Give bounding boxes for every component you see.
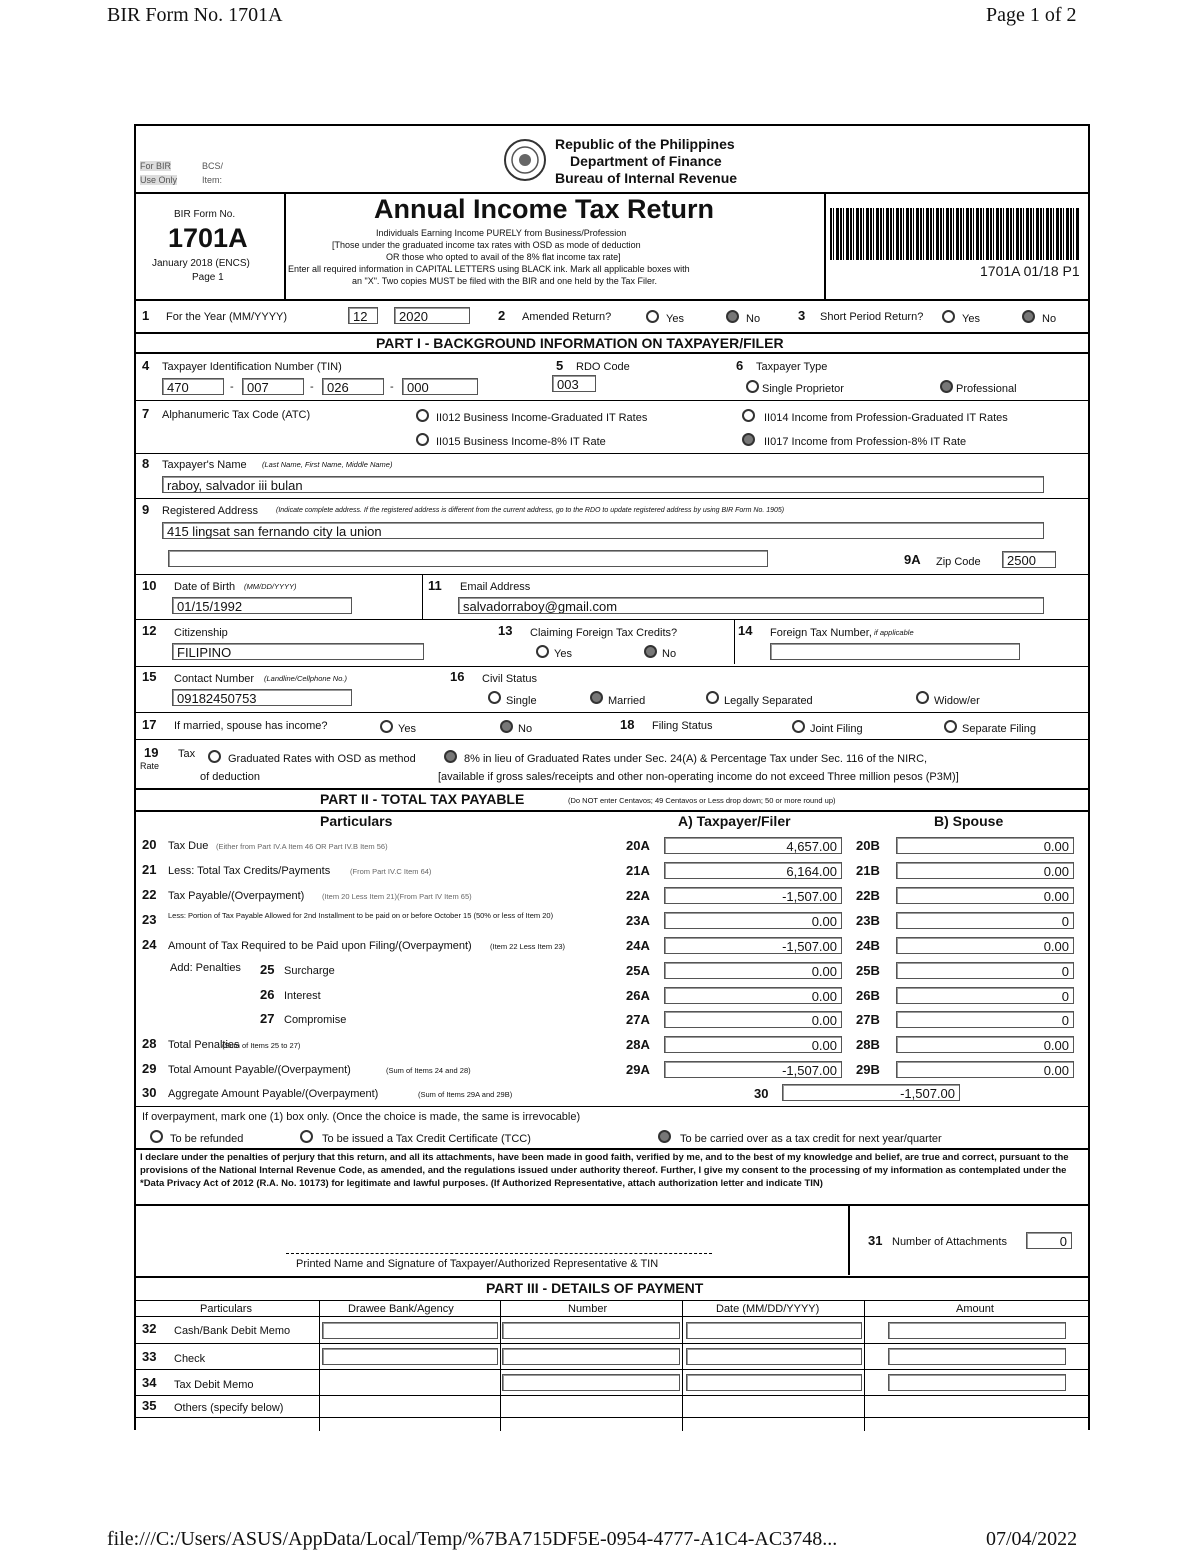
spouse-no-radio[interactable] xyxy=(500,720,513,733)
atc-ii017-radio[interactable] xyxy=(742,433,755,446)
spouse-no-label: No xyxy=(518,723,533,735)
field-20A[interactable]: 4,657.00 xyxy=(664,837,842,854)
row-27-label: Compromise xyxy=(284,1014,347,1026)
row34-number[interactable] xyxy=(502,1374,680,1391)
code-23A: 23A xyxy=(626,913,650,928)
short-yes-label: Yes xyxy=(962,313,980,325)
field-29B[interactable]: 0.00 xyxy=(896,1061,1074,1078)
code-21B: 21B xyxy=(856,863,880,878)
atc-ii012-radio[interactable] xyxy=(416,409,429,422)
item-34-number: 34 xyxy=(142,1375,157,1390)
item-4-number: 4 xyxy=(142,358,150,373)
code-23B: 23B xyxy=(856,913,880,928)
title-line-3: OR those who opted to avail of the 8% flat income tax rate] xyxy=(386,252,621,262)
page-header-right: Page 1 of 2 xyxy=(986,4,1077,26)
contact-hint: (Landline/Cellphone No.) xyxy=(264,674,347,683)
row-23-label: Less: Portion of Tax Payable Allowed for 2nd Installment to be paid on or before October 15 (50% or less of Item 20) xyxy=(168,911,554,920)
code-22A: 22A xyxy=(626,888,650,903)
row-28-hint: (Sum of Items 25 to 27) xyxy=(222,1041,301,1050)
item-3-number: 3 xyxy=(798,308,806,323)
item-33-number: 33 xyxy=(142,1349,157,1364)
row-21-label: Less: Total Tax Credits/Payments xyxy=(168,865,331,877)
spouse-yes-label: Yes xyxy=(398,723,416,735)
tcc-label: To be issued a Tax Credit Certificate (TCC) xyxy=(322,1133,531,1145)
civil-separated-label: Legally Separated xyxy=(724,695,813,707)
field-24A[interactable]: -1,507.00 xyxy=(664,937,842,954)
professional-radio[interactable] xyxy=(940,380,953,393)
item-30-code: 30 xyxy=(754,1086,769,1101)
atc-ii012-label: II012 Business Income-Graduated IT Rates xyxy=(436,412,648,424)
item-5-number: 5 xyxy=(556,358,564,373)
item-20-number: 20 xyxy=(142,837,157,852)
signature-label: Printed Name and Signature of Taxpayer/Authorized Representative & TIN xyxy=(296,1258,659,1270)
row-20-label: Tax Due xyxy=(168,840,209,852)
aggregate-hint: (Sum of Items 29A and 29B) xyxy=(418,1090,513,1099)
bir-seal-icon xyxy=(503,138,547,182)
item-24-number: 24 xyxy=(142,937,157,952)
item-32-number: 32 xyxy=(142,1321,157,1336)
form-edition: January 2018 (ENCS) xyxy=(152,258,250,269)
item-2-number: 2 xyxy=(498,308,506,323)
joint-filing-label: Joint Filing xyxy=(810,723,863,735)
ftc-no-label: No xyxy=(662,648,677,660)
tax-word: Tax xyxy=(178,748,196,760)
amended-yes-label: Yes xyxy=(666,313,684,325)
row35-label: Others (specify below) xyxy=(174,1402,284,1414)
tax-rate-word: Rate xyxy=(140,761,160,771)
code-20B: 20B xyxy=(856,838,880,853)
title-line-4: Enter all required information in CAPITAL LETTERS using BLACK ink. Mark all applicable boxes with xyxy=(288,264,690,274)
item-12-number: 12 xyxy=(142,623,157,638)
item-25-number: 25 xyxy=(260,962,275,977)
contact-label: Contact Number xyxy=(174,673,255,685)
field-21A[interactable]: 6,164.00 xyxy=(664,862,842,879)
dob-hint: (MM/DD/YYYY) xyxy=(244,582,297,591)
footer-path: file:///C:/Users/ASUS/AppData/Local/Temp/%7BA715DF5E-0954-4777-A1C4-AC3748... xyxy=(107,1528,838,1550)
tin-part-2[interactable]: 007 xyxy=(242,378,304,395)
contact-field[interactable]: 09182450753 xyxy=(172,689,352,706)
form-page: Page 1 xyxy=(192,272,224,283)
row34-date[interactable] xyxy=(686,1374,862,1391)
ftc-no-radio[interactable] xyxy=(644,645,657,658)
row33-bank[interactable] xyxy=(322,1348,498,1365)
item-19-number: 19 xyxy=(144,745,159,760)
ftc-label: Claiming Foreign Tax Credits? xyxy=(530,627,678,639)
eight-percent-radio[interactable] xyxy=(444,750,457,763)
item-1-number: 1 xyxy=(142,308,150,323)
carry-over-label: To be carried over as a tax credit for next year/quarter xyxy=(680,1133,942,1145)
form-title: Annual Income Tax Return xyxy=(374,194,715,224)
row-20-hint: (Either from Part IV.A Item 46 OR Part IV.B Item 56) xyxy=(216,842,388,851)
attachments-field[interactable]: 0 xyxy=(1026,1232,1072,1249)
row33-date[interactable] xyxy=(686,1348,862,1365)
republic-label: Republic of the Philippines xyxy=(555,136,735,152)
form-no-label: BIR Form No. xyxy=(174,209,236,220)
row-21-hint: (From Part IV.C Item 64) xyxy=(350,867,432,876)
atc-ii017-label: II017 Income from Profession-8% IT Rate xyxy=(764,436,967,448)
item-6-number: 6 xyxy=(736,358,744,373)
item-29-number: 29 xyxy=(142,1061,157,1076)
row-29-hint: (Sum of Items 24 and 28) xyxy=(386,1066,471,1075)
single-proprietor-label: Single Proprietor xyxy=(762,383,844,395)
field-28A[interactable]: 0.00 xyxy=(664,1036,842,1053)
part3-col-amount: Amount xyxy=(956,1303,994,1315)
code-25A: 25A xyxy=(626,963,650,978)
ftc-yes-label: Yes xyxy=(554,648,572,660)
field-25A[interactable]: 0.00 xyxy=(664,962,842,979)
atc-label: Alphanumeric Tax Code (ATC) xyxy=(162,409,311,421)
code-28A: 28A xyxy=(626,1037,650,1052)
code-27B: 27B xyxy=(856,1012,880,1027)
tin-dash: - xyxy=(230,381,234,393)
dof-label: Department of Finance xyxy=(570,153,722,169)
field-27B[interactable]: 0 xyxy=(896,1011,1074,1028)
row-24-hint: (Item 22 Less Item 23) xyxy=(490,942,566,951)
amended-yes-radio[interactable] xyxy=(646,310,659,323)
month-field[interactable]: 12 xyxy=(348,307,378,324)
bir-form xyxy=(134,124,1090,1430)
refund-radio[interactable] xyxy=(150,1130,163,1143)
part3-col-number: Number xyxy=(568,1303,608,1315)
aggregate-label: Aggregate Amount Payable/(Overpayment) xyxy=(168,1088,379,1100)
separate-filing-label: Separate Filing xyxy=(962,723,1036,735)
penalties-label: Add: Penalties xyxy=(170,962,241,974)
short-no-label: No xyxy=(1042,313,1057,325)
rdo-label: RDO Code xyxy=(576,361,630,373)
code-29B: 29B xyxy=(856,1062,880,1077)
item-13-number: 13 xyxy=(498,623,513,638)
amended-no-label: No xyxy=(746,313,761,325)
item-31-number: 31 xyxy=(868,1233,883,1248)
foreign-tax-number-field[interactable] xyxy=(770,643,1020,660)
col-particulars: Particulars xyxy=(320,813,393,829)
part2-title: PART II - TOTAL TAX PAYABLE xyxy=(320,791,525,807)
code-25B: 25B xyxy=(856,963,880,978)
use-only-label: Use Only xyxy=(140,175,178,185)
col-spouse: B) Spouse xyxy=(934,813,1004,829)
professional-label: Professional xyxy=(956,383,1017,395)
tin-part-1[interactable]: 470 xyxy=(162,378,224,395)
civil-widow-label: Widow/er xyxy=(934,695,980,707)
short-period-label: Short Period Return? xyxy=(820,311,924,323)
overpayment-intro: If overpayment, mark one (1) box only. (Once the choice is made, the same is irrevocable) xyxy=(142,1111,581,1123)
code-24B: 24B xyxy=(856,938,880,953)
code-24A: 24A xyxy=(626,938,650,953)
short-yes-radio[interactable] xyxy=(942,310,955,323)
item-8-number: 8 xyxy=(142,456,150,471)
row-22-label: Tax Payable/(Overpayment) xyxy=(168,890,305,902)
field-22A[interactable]: -1,507.00 xyxy=(664,887,842,904)
citizenship-label: Citizenship xyxy=(174,627,228,639)
address-hint: (Indicate complete address. If the registered address is different from the current address, go to the RDO to update registered address by using BIR Form No. 1905) xyxy=(276,507,785,514)
atc-ii015-label: II015 Business Income-8% IT Rate xyxy=(436,436,606,448)
citizenship-field[interactable]: FILIPINO xyxy=(172,643,424,660)
code-26B: 26B xyxy=(856,988,880,1003)
part3-title: PART III - DETAILS OF PAYMENT xyxy=(486,1280,704,1296)
tin-label: Taxpayer Identification Number (TIN) xyxy=(162,361,342,373)
name-hint: (Last Name, First Name, Middle Name) xyxy=(262,460,393,469)
item-30-number: 30 xyxy=(142,1085,157,1100)
code-21A: 21A xyxy=(626,863,650,878)
row-28-label: Total Penalties xyxy=(168,1039,240,1051)
name-label: Taxpayer's Name xyxy=(162,459,247,471)
spouse-income-label: If married, spouse has income? xyxy=(174,720,328,732)
address-label: Registered Address xyxy=(162,505,258,517)
row32-label: Cash/Bank Debit Memo xyxy=(174,1325,291,1337)
separate-filing-radio[interactable] xyxy=(944,720,957,733)
civil-widow-radio[interactable] xyxy=(916,691,929,704)
part3-col-bank: Drawee Bank/Agency xyxy=(348,1303,454,1315)
code-27A: 27A xyxy=(626,1012,650,1027)
bcs-label: BCS/ xyxy=(202,161,224,171)
field-27A[interactable]: 0.00 xyxy=(664,1011,842,1028)
part3-col-particulars: Particulars xyxy=(200,1303,252,1315)
item-label: Item: xyxy=(202,175,223,185)
civil-married-radio[interactable] xyxy=(590,691,603,704)
atc-ii014-label: II014 Income from Profession-Graduated IT Rates xyxy=(764,412,1008,424)
code-22B: 22B xyxy=(856,888,880,903)
taxpayer-type-label: Taxpayer Type xyxy=(756,361,828,373)
row32-bank[interactable] xyxy=(322,1322,498,1339)
atc-ii015-radio[interactable] xyxy=(416,433,429,446)
part1-title: PART I - BACKGROUND INFORMATION ON TAXPAYER/FILER xyxy=(376,335,784,351)
civil-status-label: Civil Status xyxy=(482,673,538,685)
item-21-number: 21 xyxy=(142,862,157,877)
field-29A[interactable]: -1,507.00 xyxy=(664,1061,842,1078)
item-17-number: 17 xyxy=(142,717,157,732)
for-bir-label: For BIR xyxy=(140,161,172,171)
field-24B[interactable]: 0.00 xyxy=(896,937,1074,954)
item-23-number: 23 xyxy=(142,912,157,927)
field-20B[interactable]: 0.00 xyxy=(896,837,1074,854)
address-field[interactable]: 415 lingsat san fernando city la union xyxy=(162,522,1044,539)
item-15-number: 15 xyxy=(142,669,157,684)
short-no-radio[interactable] xyxy=(1022,310,1035,323)
email-label: Email Address xyxy=(460,581,531,593)
title-line-2: [Those under the graduated income tax rates with OSD as mode of deduction xyxy=(332,240,641,250)
civil-single-radio[interactable] xyxy=(488,691,501,704)
dob-label: Date of Birth xyxy=(174,581,236,593)
eight-percent-label-2: [available if gross sales/receipts and other non-operating income do not exceed Three million pesos (P3M)] xyxy=(438,771,959,783)
ftc-yes-radio[interactable] xyxy=(536,645,549,658)
field-22B[interactable]: 0.00 xyxy=(896,887,1074,904)
civil-single-label: Single xyxy=(506,695,537,707)
refund-label: To be refunded xyxy=(170,1133,244,1145)
row-22-hint: (Item 20 Less Item 21)(From Part IV Item 65) xyxy=(322,892,472,901)
bir-label: Bureau of Internal Revenue xyxy=(555,170,738,186)
field-26A[interactable]: 0.00 xyxy=(664,987,842,1004)
row33-amount[interactable] xyxy=(888,1348,1066,1365)
joint-filing-radio[interactable] xyxy=(792,720,805,733)
rdo-field[interactable]: 003 xyxy=(552,375,596,392)
item-9a-number: 9A xyxy=(904,552,921,567)
civil-separated-radio[interactable] xyxy=(706,691,719,704)
row-26-label: Interest xyxy=(284,990,321,1002)
eight-percent-label: 8% in lieu of Graduated Rates under Sec. 24(A) & Percentage Tax under Sec. 116 of the NIRC, xyxy=(464,753,928,765)
zip-label: Zip Code xyxy=(936,556,981,568)
part3-col-date: Date (MM/DD/YYYY) xyxy=(716,1303,820,1315)
ftn-hint: if applicable xyxy=(874,628,914,637)
dob-field[interactable]: 01/15/1992 xyxy=(172,597,352,614)
field-25B[interactable]: 0 xyxy=(896,962,1074,979)
barcode xyxy=(830,208,1080,260)
attachments-label: Number of Attachments xyxy=(892,1236,1007,1248)
item-28-number: 28 xyxy=(142,1036,157,1051)
aggregate-field[interactable]: -1,507.00 xyxy=(782,1084,960,1101)
graduated-osd-label: Graduated Rates with OSD as method xyxy=(228,753,416,765)
ftn-label: Foreign Tax Number, xyxy=(770,627,872,639)
tin-part-3[interactable]: 026 xyxy=(322,378,384,395)
tcc-radio[interactable] xyxy=(300,1130,313,1143)
graduated-osd-label-2: of deduction xyxy=(200,771,260,783)
row33-label: Check xyxy=(174,1353,206,1365)
item-22-number: 22 xyxy=(142,887,157,902)
row34-label: Tax Debit Memo xyxy=(174,1379,254,1391)
tin-part-4[interactable]: 000 xyxy=(402,378,478,395)
year-label: For the Year (MM/YYYY) xyxy=(166,311,288,323)
row32-number[interactable] xyxy=(502,1322,680,1339)
code-26A: 26A xyxy=(626,988,650,1003)
row34-amount[interactable] xyxy=(888,1374,1066,1391)
declaration-text: I declare under the penalties of perjury that this return, and all its attachments, have been made in good faith, verified by me, and to the best of my knowledge and belief, are true and correct, pursuant to the provisions of the National Internal Revenue Code, as amended, and the regulations issued under authority thereof. Further, I give my consent to the processing of my information as contemplated under the *Data Privacy Act of 2012 (R.A. No. 10173) for legitimate and lawful purposes. (If Authorized Representative, attach authorization letter and indicate TIN) xyxy=(140,1152,1069,1189)
civil-married-label: Married xyxy=(608,695,646,707)
code-20A: 20A xyxy=(626,838,650,853)
item-14-number: 14 xyxy=(738,623,753,638)
tin-dash: - xyxy=(310,381,314,393)
email-field[interactable]: salvadorraboy@gmail.com xyxy=(458,597,1044,614)
item-26-number: 26 xyxy=(260,987,275,1002)
item-18-number: 18 xyxy=(620,717,635,732)
spouse-yes-radio[interactable] xyxy=(380,720,393,733)
item-27-number: 27 xyxy=(260,1011,275,1026)
footer-date: 07/04/2022 xyxy=(986,1528,1078,1550)
barcode-code: 1701A 01/18 P1 xyxy=(980,263,1080,279)
row33-number[interactable] xyxy=(502,1348,680,1365)
field-23A[interactable]: 0.00 xyxy=(664,912,842,929)
col-taxpayer: A) Taxpayer/Filer xyxy=(678,813,791,829)
row32-date[interactable] xyxy=(686,1322,862,1339)
field-26B[interactable]: 0 xyxy=(896,987,1074,1004)
part2-hint: (Do NOT enter Centavos; 49 Centavos or Less drop down; 50 or more round up) xyxy=(568,796,836,805)
tin-dash: - xyxy=(390,381,394,393)
row-24-label: Amount of Tax Required to be Paid upon Filing/(Overpayment) xyxy=(168,940,472,952)
item-16-number: 16 xyxy=(450,669,465,684)
title-line-5: an "X". Two copies MUST be filed with the BIR and one held by the Tax Filer. xyxy=(352,276,658,286)
atc-ii014-radio[interactable] xyxy=(742,409,755,422)
item-10-number: 10 xyxy=(142,578,157,593)
address-field-line-2[interactable] xyxy=(168,550,768,567)
field-21B[interactable]: 0.00 xyxy=(896,862,1074,879)
row-29-label: Total Amount Payable/(Overpayment) xyxy=(168,1064,351,1076)
single-proprietor-radio[interactable] xyxy=(746,380,759,393)
row-25-label: Surcharge xyxy=(284,965,335,977)
filing-status-label: Filing Status xyxy=(652,720,713,732)
item-7-number: 7 xyxy=(142,406,150,421)
field-28B[interactable]: 0.00 xyxy=(896,1036,1074,1053)
field-23B[interactable]: 0 xyxy=(896,912,1074,929)
zip-field[interactable]: 2500 xyxy=(1002,551,1056,568)
graduated-osd-radio[interactable] xyxy=(208,750,221,763)
row32-amount[interactable] xyxy=(888,1322,1066,1339)
item-11-number: 11 xyxy=(428,578,442,593)
amended-label: Amended Return? xyxy=(522,311,612,323)
form-number: 1701A xyxy=(168,223,248,253)
year-field[interactable]: 2020 xyxy=(394,307,470,324)
title-line-1: Individuals Earning Income PURELY from Business/Profession xyxy=(376,228,627,238)
carry-over-radio[interactable] xyxy=(658,1130,671,1143)
item-9-number: 9 xyxy=(142,502,150,517)
amended-no-radio[interactable] xyxy=(726,310,739,323)
page-header-left: BIR Form No. 1701A xyxy=(107,4,283,26)
code-29A: 29A xyxy=(626,1062,650,1077)
item-35-number: 35 xyxy=(142,1398,157,1413)
code-28B: 28B xyxy=(856,1037,880,1052)
taxpayer-name-field[interactable]: raboy, salvador iii bulan xyxy=(162,476,1044,493)
